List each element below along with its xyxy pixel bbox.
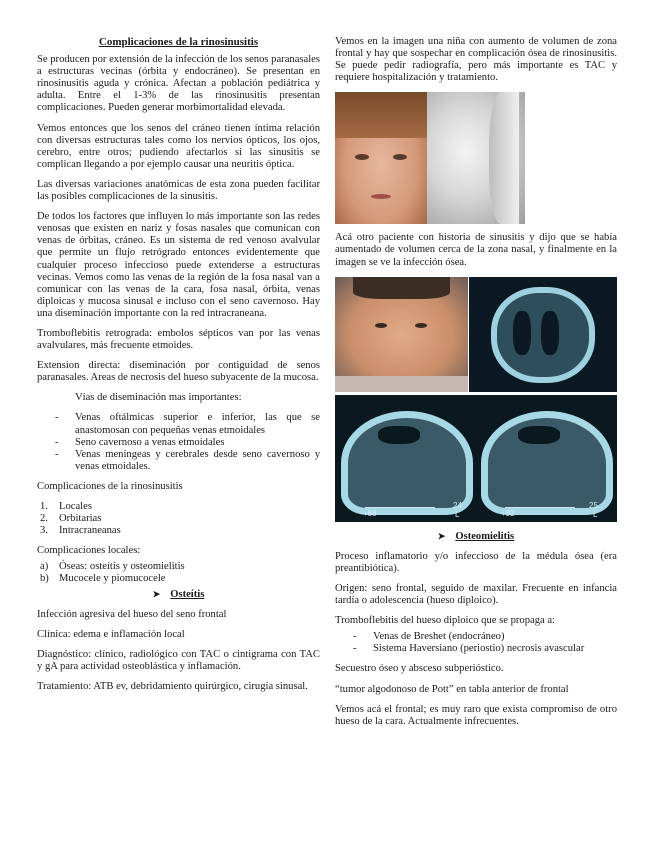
- osteomyelitis-closing: Vemos acá el frontal; es muy raro que exista compromiso de otro hueso de la cara. Actualmente infrecuentes.: [335, 703, 617, 727]
- pott-tumor: “tumor algodonoso de Pott” en tabla anterior de frontal: [335, 683, 569, 695]
- osteitis-clinical: Clínica: edema e inflamación local: [37, 628, 185, 640]
- ct-label: L: [593, 509, 598, 519]
- spread-list: [335, 631, 617, 655]
- osteitis-diagnosis: Diagnóstico: clínico, radiológico con TAC o cintigrama con TAC y gA para actividad osteoblástica y inflamación.: [37, 648, 320, 672]
- local-complications-title: Complicaciones locales:: [37, 545, 141, 557]
- list-item: 2. Orbitarias: [40, 513, 102, 525]
- paragraph-anatomy: Las diversas variaciones anatómicas de esta zona pueden facilitar las posibles complicaciones de la sinusitis.: [37, 178, 320, 203]
- intro-paragraph: Se producen por extensión de la infección de los senos paranasales a estructuras vecinas (órbita y endocráneo). Se presentan en rinosinusitis aguda y crónica. Afectan a población pediátrica y adulta. Entre el 1-3% de las rinosinusitis presentan complicaciones. Pueden generar morbimortalidad elevada.: [37, 54, 320, 114]
- complications-list: [37, 501, 320, 537]
- paragraph-structures: Vemos entonces que los senos del cráneo tienen íntima relación con diversas estructuras tales como los nervios ópticos, los ojos, cerebro, entre otros; pudiendo afectarlos si las sinusitis se complican llegando a por ejemplo causar una neuritis óptica.: [37, 122, 320, 170]
- list-item: 1. Locales: [40, 501, 92, 512]
- list-item: - Seno cavernoso a venas etmoidales: [37, 437, 320, 449]
- coronal-ct-image: [469, 277, 617, 392]
- local-complications-list: [37, 561, 320, 585]
- vias-title: Vías de diseminación mas importantes:: [75, 392, 242, 404]
- girl-photo-and-xray: [335, 92, 525, 224]
- vias-list: [37, 412, 320, 472]
- osteomyelitis-sequestrum: Secuestro óseo y absceso subperióstico.: [335, 663, 504, 675]
- page-title: Complicaciones de la rinosinusitis: [98, 36, 259, 48]
- ct-label: L: [455, 509, 460, 519]
- osteomyelitis-heading: ➤ Osteomielitis: [437, 530, 515, 542]
- list-item: - Sistema Haversiano (periostio) necrosis avascular: [335, 643, 617, 655]
- ct-label: +88: [363, 508, 377, 518]
- ct-label: +92: [501, 508, 515, 518]
- osteomyelitis-origin: Origen: seno frontal, seguido de maxilar. Frecuente en infancia tardía o adolescencia (hueso diploico).: [335, 582, 617, 607]
- girl-face-photo: [335, 92, 427, 224]
- complications-title: Complicaciones de la rinosinusitis: [37, 480, 183, 492]
- axial-ct-images: [335, 395, 617, 522]
- left-column: [37, 36, 320, 701]
- man-face-photo: [335, 277, 468, 392]
- patient-photo-and-ct: [335, 277, 617, 522]
- osteitis-treatment: Tratamiento: ATB ev, debridamiento quirúrgico, cirugía sinusal.: [37, 681, 308, 693]
- paragraph-direct-extension: Extension directa: diseminación por contiguidad de senos paranasales. Areas de necrosis del hueso subyacente de la mucosa.: [37, 360, 320, 384]
- osteitis-heading: ➤ Osteítis: [152, 588, 205, 600]
- list-item: a) Óseas: osteítis y osteomielitis: [40, 561, 185, 573]
- paragraph-thrombophlebitis: Tromboflebitis retrograda: embolos sépticos van por las venas avalvulares, más frecuente etmoides.: [37, 327, 320, 352]
- osteitis-definition: Infección agresiva del hueso del seno frontal: [37, 608, 227, 620]
- list-item: 3. Intracraneanas: [40, 525, 121, 537]
- list-item: b) Mucocele y piomucocele: [40, 573, 166, 585]
- ct-label: 24: [453, 500, 462, 510]
- list-item: - Venas meníngeas y cerebrales desde seno cavernoso y venas etmoidales.: [37, 449, 320, 473]
- skull-xray-image: [427, 92, 525, 224]
- paragraph-girl-case: Vemos en la imagen una niña con aumento de volumen de zona frontal y hay que sospechar en complicación ósea de rinosinusitis. Se puede pedir radiografía, pero más importante es TAC y requiere hospitalización y tratamiento.: [335, 36, 617, 84]
- ct-label: 25: [589, 500, 598, 510]
- list-item: - Venas oftálmicas superior e inferior, las que se anastomosan con pequeñas venas etmoidales: [37, 412, 320, 436]
- paragraph-second-patient: Acá otro paciente con historia de sinusitis y dijo que se había aumentado de volumen cerca de la zona nasal, y finalmente en la imagen se ve la infección ósea.: [335, 232, 617, 268]
- list-item: - Venas de Breshet (endocráneo): [335, 631, 617, 643]
- paragraph-venous: De todos los factores que influyen lo más importante son las redes venosas que existen en nariz y fosas nasales que comunican con venas de órbitas, cráneo. Es un sistema de red venoso avalvular que permite un flujo retrógrado entonces evidentemente que cualquier proceso infeccioso puede extenderse a estructuras vecinas. Vemos como las venas de la región de la fosa nasal van a comunicar con las venas de la cara, fosa nasal, órbita, venas diploicas y mucosa sinusal e incluso con el seno cavernoso. Hay una diseminación importante con la red intracraneana.: [37, 211, 320, 319]
- osteomyelitis-spread: Tromboflebitis del hueso diploico que se propaga a:: [335, 615, 555, 627]
- arrowhead-icon: ➤: [437, 530, 446, 541]
- arrowhead-icon: ➤: [152, 588, 161, 599]
- osteomyelitis-definition: Proceso inflamatorio y/o infeccioso de la médula ósea (era preantibiótica).: [335, 550, 617, 574]
- right-column: [335, 36, 617, 736]
